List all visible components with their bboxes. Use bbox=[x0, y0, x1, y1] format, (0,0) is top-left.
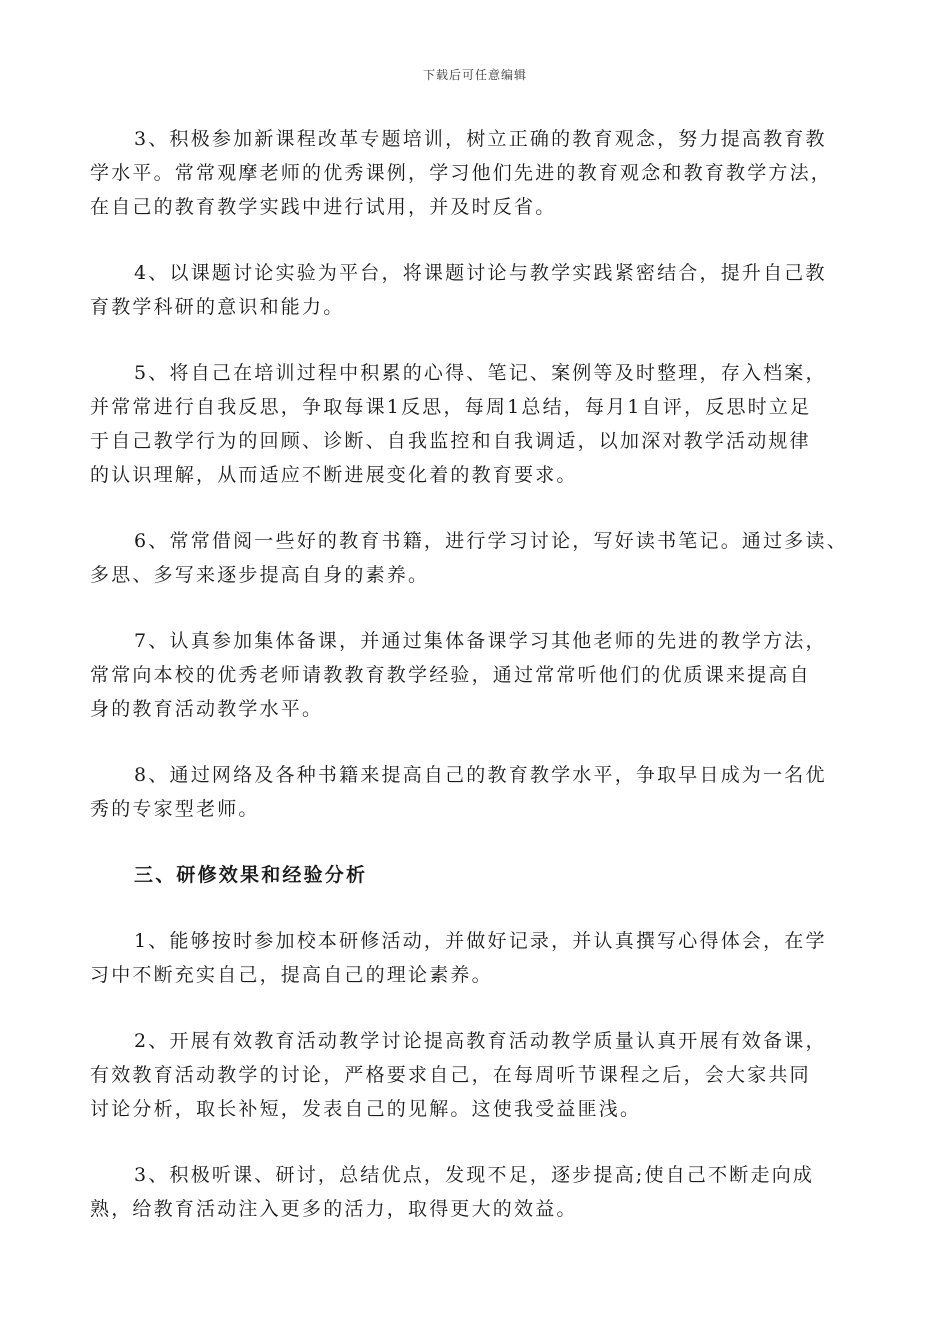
paragraph-line: 7、认真参加集体备课，并通过集体备课学习其他老师的先进的教学方法， bbox=[134, 630, 827, 652]
header-note: 下载后可任意编辑 bbox=[422, 68, 527, 82]
paragraph-8 bbox=[90, 758, 870, 826]
section-heading: 三、研修效果和经验分析 bbox=[134, 864, 368, 886]
section-paragraph-3 bbox=[90, 1158, 870, 1226]
paragraph-4 bbox=[90, 256, 870, 324]
paragraph-line: 有效教育活动教学的讨论，严格要求自己，在每周听节课程之后，会大家共同 bbox=[90, 1064, 811, 1086]
paragraph-line: 讨论分析，取长补短，发表自己的见解。这使我受益匪浅。 bbox=[90, 1098, 642, 1120]
paragraph-line: 3、积极听课、研讨，总结优点，发现不足，逐步提高;使自己不断走向成 bbox=[134, 1164, 815, 1186]
paragraph-6 bbox=[90, 524, 870, 592]
paragraph-line: 学水平。常常观摩老师的优秀课例，学习他们先进的教育观念和教育教学方法， bbox=[90, 162, 833, 184]
paragraph-line: 的认识理解，从而适应不断进展变化着的教育要求。 bbox=[90, 464, 578, 486]
paragraph-line: 5、将自己在培训过程中积累的心得、笔记、案例等及时整理，存入档案， bbox=[134, 362, 827, 384]
paragraph-line: 并常常进行自我反思，争取每课1反思，每周1总结，每月1自评，反思时立足 bbox=[90, 396, 812, 418]
paragraph-line: 3、积极参加新课程改革专题培训，树立正确的教育观念，努力提高教育教 bbox=[134, 128, 827, 150]
paragraph-5 bbox=[90, 356, 870, 492]
paragraph-line: 秀的专家型老师。 bbox=[90, 798, 260, 820]
section-paragraph-2 bbox=[90, 1024, 870, 1126]
paragraph-line: 育教学科研的意识和能力。 bbox=[90, 296, 345, 318]
paragraph-line: 身的教育活动教学水平。 bbox=[90, 698, 324, 720]
paragraph-line: 4、以课题讨论实验为平台，将课题讨论与教学实践紧密结合，提升自己教 bbox=[134, 262, 827, 284]
section-paragraph-1 bbox=[90, 924, 870, 992]
paragraph-line: 在自己的教育教学实践中进行试用，并及时反省。 bbox=[90, 196, 557, 218]
paragraph-line: 于自己教学行为的回顾、诊断、自我监控和自我调适，以加深对教学活动规律 bbox=[90, 430, 811, 452]
paragraph-line: 熟，给教育活动注入更多的活力，取得更大的效益。 bbox=[90, 1198, 578, 1220]
paragraph-line: 2、开展有效教育活动教学讨论提高教育活动教学质量认真开展有效备课， bbox=[134, 1030, 827, 1052]
document-body bbox=[90, 122, 870, 1258]
paragraph-3 bbox=[90, 122, 870, 224]
paragraph-line: 常常向本校的优秀老师请教教育教学经验，通过常常听他们的优质课来提高自 bbox=[90, 664, 811, 686]
paragraph-line: 多思、多写来逐步提高自身的素养。 bbox=[90, 564, 430, 586]
paragraph-line: 8、通过网络及各种书籍来提高自己的教育教学水平，争取早日成为一名优 bbox=[134, 764, 827, 786]
paragraph-line: 习中不断充实自己，提高自己的理论素养。 bbox=[90, 964, 493, 986]
paragraph-7 bbox=[90, 624, 870, 726]
paragraph-line: 1、能够按时参加校本研修活动，并做好记录，并认真撰写心得体会，在学 bbox=[134, 930, 827, 952]
paragraph-line: 6、常常借阅一些好的教育书籍，进行学习讨论，写好读书笔记。通过多读、 bbox=[134, 530, 848, 552]
